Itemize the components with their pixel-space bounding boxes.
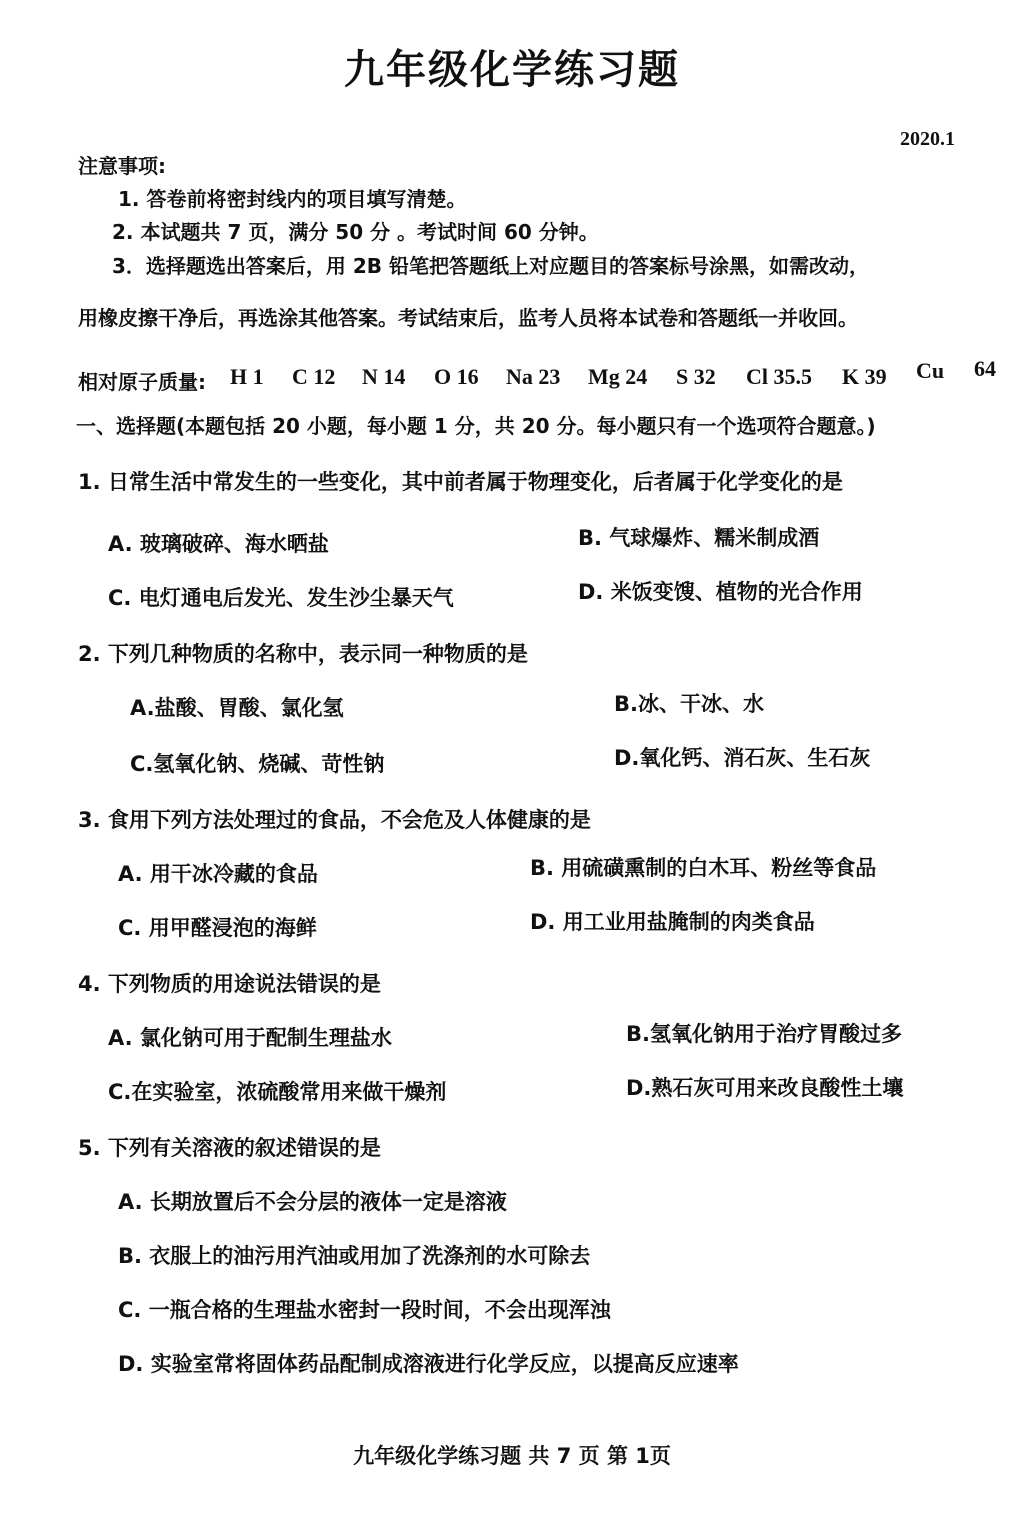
atomic-mass: 64: [974, 356, 996, 381]
atomic-mass: O 16: [434, 364, 479, 389]
atomic-mass: Mg 24: [588, 364, 648, 389]
option-d: D. 用工业用盐腌制的肉类食品: [530, 910, 815, 934]
atomic-mass: Cl 35.5: [746, 364, 812, 389]
option-a: A. 长期放置后不会分层的液体一定是溶液: [118, 1190, 507, 1214]
exam-date: 2020.1: [900, 128, 955, 150]
option-b: B. 用硫磺熏制的白木耳、粉丝等食品: [530, 856, 877, 880]
question-stem: 2. 下列几种物质的名称中，表示同一种物质的是: [78, 642, 528, 666]
note-item: 1. 答卷前将密封线内的项目填写清楚。: [118, 187, 467, 211]
atomic-mass: Cu: [916, 358, 945, 383]
question-stem: 4. 下列物质的用途说法错误的是: [78, 972, 381, 996]
option-b: B. 衣服上的油污用汽油或用加了洗涤剂的水可除去: [118, 1244, 591, 1268]
section-heading: 一、选择题(本题包括 20 小题，每小题 1 分，共 20 分。每小题只有一个选项符合题意。): [76, 414, 876, 438]
option-d: D.氧化钙、消石灰、生石灰: [614, 746, 871, 770]
option-d: D.熟石灰可用来改良酸性土壤: [626, 1076, 904, 1100]
atomic-mass: Na 23: [506, 364, 561, 389]
option-c: C. 电灯通电后发光、发生沙尘暴天气: [108, 586, 454, 610]
question-stem: 1. 日常生活中常发生的一些变化，其中前者属于物理变化，后者属于化学变化的是: [78, 470, 843, 494]
question-stem: 5. 下列有关溶液的叙述错误的是: [78, 1136, 381, 1160]
atomic-mass: C 12: [292, 364, 336, 389]
note-item: 用橡皮擦干净后，再选涂其他答案。考试结束后，监考人员将本试卷和答题纸一并收回。: [78, 306, 858, 330]
option-a: A. 氯化钠可用于配制生理盐水: [108, 1026, 392, 1050]
page-title: 九年级化学练习题: [344, 46, 680, 93]
atomic-masses: [78, 356, 998, 394]
option-b: B. 气球爆炸、糯米制成酒: [578, 526, 820, 550]
option-d: D. 实验室常将固体药品配制成溶液进行化学反应，以提高反应速率: [118, 1352, 739, 1376]
page-footer: 九年级化学练习题 共 7 页 第 1页: [353, 1444, 671, 1468]
atomic-mass: K 39: [842, 364, 887, 389]
note-item: 2. 本试题共 7 页，满分 50 分 。考试时间 60 分钟。: [112, 220, 599, 244]
atomic-mass: N 14: [362, 364, 406, 389]
option-a: A. 玻璃破碎、海水晒盐: [108, 532, 329, 556]
option-b: B.冰、干冰、水: [614, 692, 764, 716]
option-a: A.盐酸、胃酸、氯化氢: [130, 696, 344, 720]
option-d: D. 米饭变馊、植物的光合作用: [578, 580, 863, 604]
option-c: C.氢氧化钠、烧碱、苛性钠: [130, 752, 385, 776]
note-item: 3．选择题选出答案后，用 2B 铅笔把答题纸上对应题目的答案标号涂黑，如需改动，: [112, 254, 870, 278]
atomic-mass: S 32: [676, 364, 716, 389]
notes-heading: 注意事项:: [78, 154, 166, 178]
option-c: C. 一瓶合格的生理盐水密封一段时间，不会出现浑浊: [118, 1298, 611, 1322]
option-a: A. 用干冰冷藏的食品: [118, 862, 318, 886]
atomic-mass: H 1: [230, 364, 264, 389]
option-c: C. 用甲醛浸泡的海鲜: [118, 916, 317, 940]
question-stem: 3. 食用下列方法处理过的食品，不会危及人体健康的是: [78, 808, 591, 832]
atomic-masses-label: 相对原子质量:: [78, 370, 206, 394]
option-b: B.氢氧化钠用于治疗胃酸过多: [626, 1022, 902, 1046]
option-c: C.在实验室，浓硫酸常用来做干燥剂: [108, 1080, 447, 1104]
